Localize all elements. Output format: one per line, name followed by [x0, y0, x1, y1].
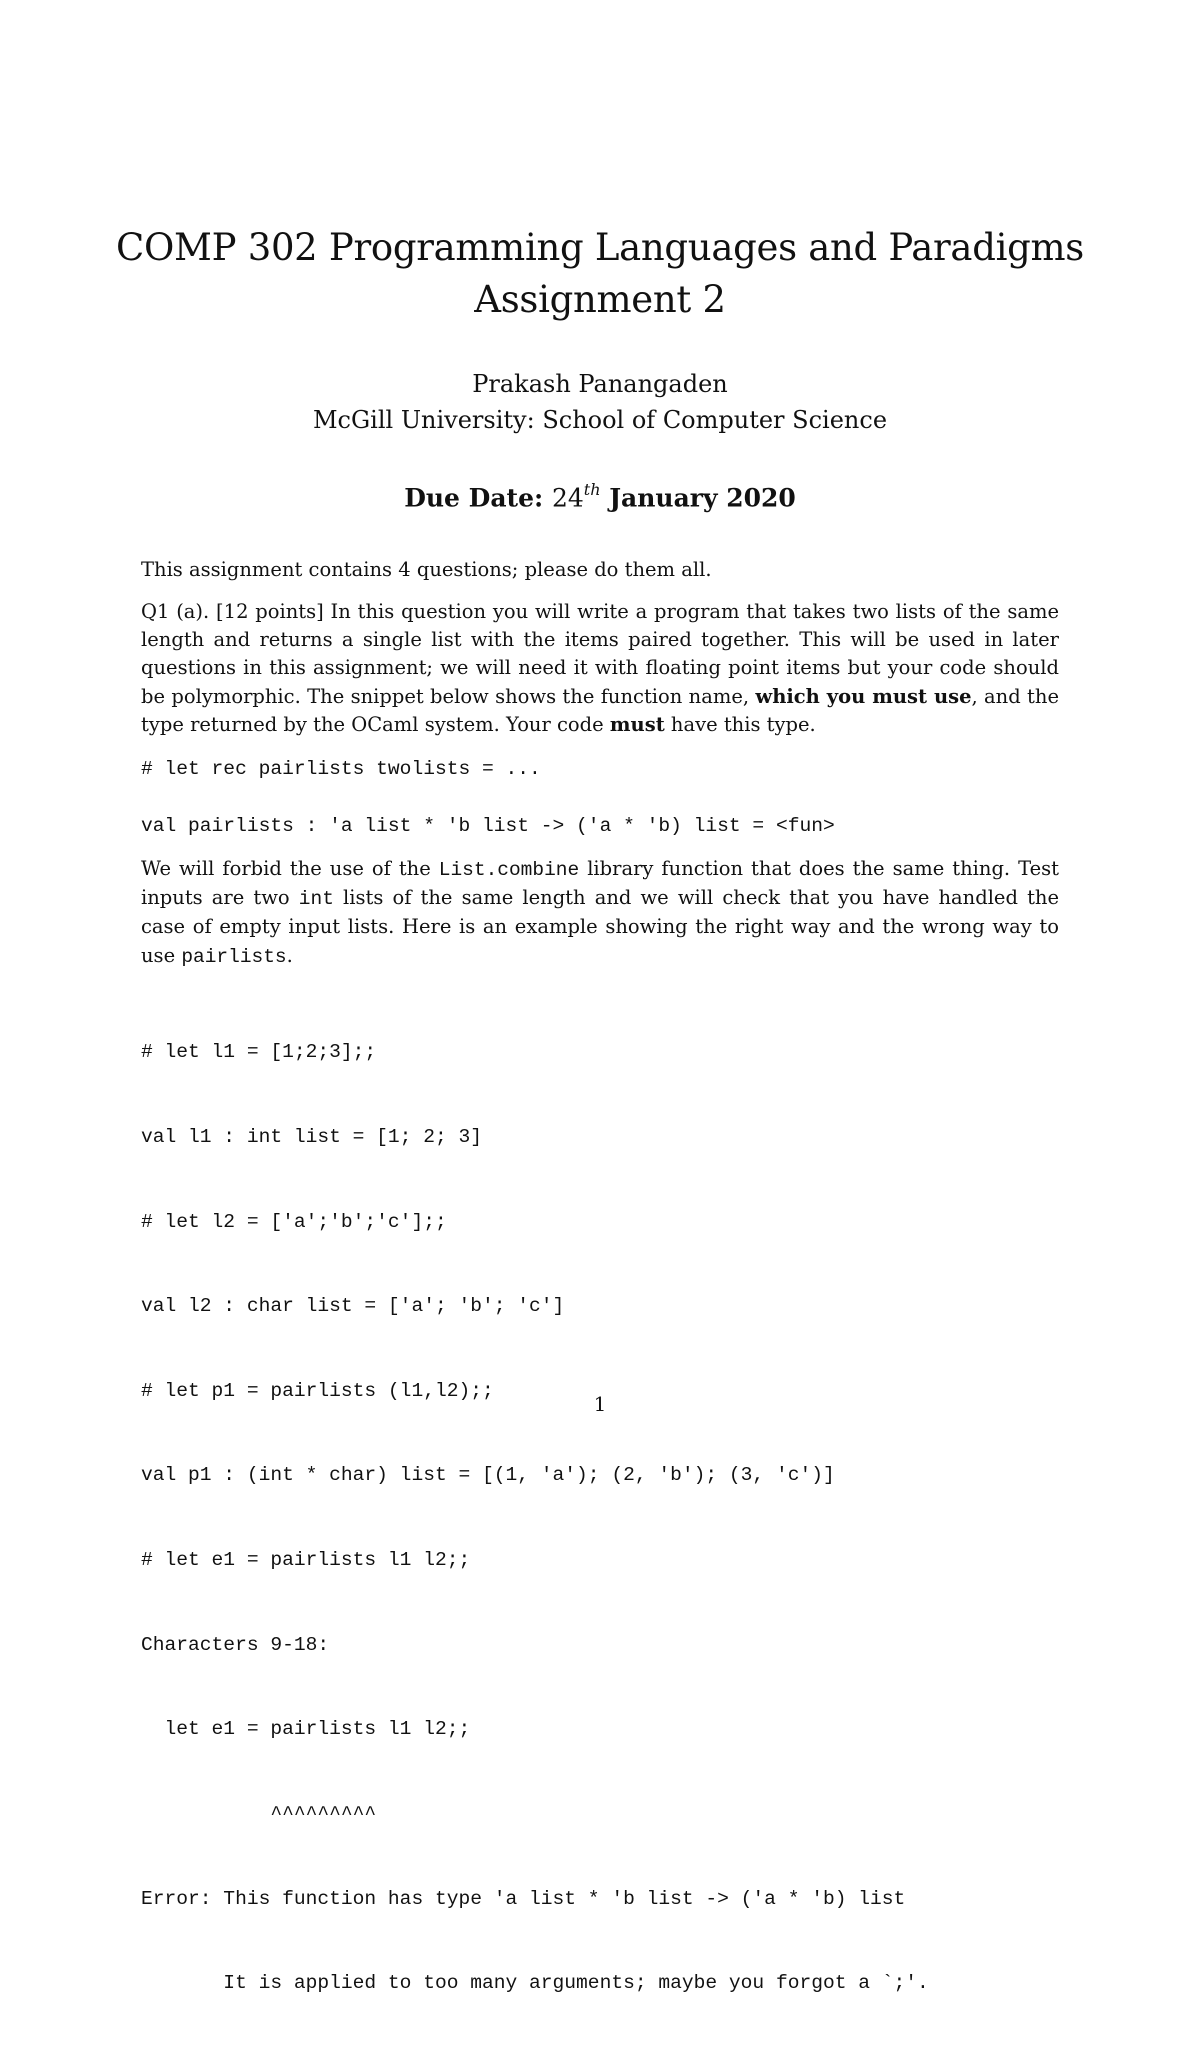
q1-text-bold-1: which you must use — [755, 684, 972, 708]
example-line: Error: This function has type 'a list * 'b list -> ('a * 'b) list — [141, 1887, 906, 1910]
example-line: val l1 : int list = [1; 2; 3] — [141, 1126, 482, 1149]
course-title: COMP 302 Programming Languages and Paradigms — [116, 226, 1084, 269]
q1-text-bold-2: must — [609, 712, 665, 736]
due-date — [0, 474, 1200, 516]
q1-text-tail: have this type. — [664, 712, 816, 736]
author-affiliation: McGill University: School of Computer Science — [312, 406, 888, 434]
p2-code-1: List.combine — [438, 859, 580, 881]
example-line: val l2 : char list = ['a'; 'b'; 'c'] — [141, 1295, 565, 1318]
assignment-title: Assignment 2 — [474, 278, 726, 321]
title-block — [0, 222, 1200, 326]
p2-code-3: pairlists — [181, 945, 287, 968]
author-block — [0, 366, 1200, 438]
p2-text-1: We will forbid the use of the — [141, 857, 439, 880]
example-line: # let p1 = pairlists (l1,l2);; — [141, 1379, 494, 1402]
due-date-label: Due Date: — [404, 483, 544, 513]
example-line: # let l1 = [1;2;3];; — [141, 1041, 377, 1064]
due-date-month-year: January 2020 — [609, 483, 796, 513]
snippet-line-1: # let rec pairlists twolists = ... — [141, 758, 541, 780]
author-name: Prakash Panangaden — [472, 370, 728, 398]
example-line: ^^^^^^^^^ — [141, 1802, 377, 1825]
example-code-block — [141, 982, 1081, 2054]
due-date-day: 24 — [551, 483, 584, 513]
q1-paragraph — [141, 598, 1059, 739]
example-line: # let l2 = ['a';'b';'c'];; — [141, 1210, 447, 1233]
example-line: It is applied to too many arguments; maybe you forgot a `;'. — [141, 1972, 929, 1995]
q1-text-lead: Q1 (a). [12 points] In this question you will write a program that takes two lists of the same length and returns a single list with the items paired together. This will be used in later questions in this assignment; we will need it with floating point items but your code should be polymorphic. The snippet below shows the function name, — [141, 600, 1059, 708]
example-line: let e1 = pairlists l1 l2;; — [141, 1718, 471, 1741]
q1-paragraph-2 — [141, 855, 1059, 971]
example-line: # let e1 = pairlists l1 l2;; — [141, 1549, 471, 1572]
p2-text-2: library function that does the same thing. Test inputs are two — [141, 857, 1059, 910]
example-line: val p1 : (int * char) list = [(1, 'a'); (2, 'b'); (3, 'c')] — [141, 1464, 835, 1487]
snippet-line-2: val pairlists : 'a list * 'b list -> ('a * 'b) list = <fun> — [141, 815, 835, 837]
page-number: 1 — [593, 1392, 607, 1416]
intro-paragraph: This assignment contains 4 questions; please do them all. — [141, 558, 712, 581]
p2-text-3: lists of the same length and we will check that you have handled the case of empty input lists. Here is an example showing the right way and the wrong way to use — [141, 886, 1060, 967]
q1-text-mid: , and the type returned by the OCaml system. Your code — [141, 684, 1059, 736]
due-date-suffix: th — [583, 480, 601, 499]
example-line: Characters 9-18: — [141, 1633, 330, 1656]
p2-code-2: int — [298, 888, 334, 911]
p2-text-4: . — [286, 943, 293, 967]
